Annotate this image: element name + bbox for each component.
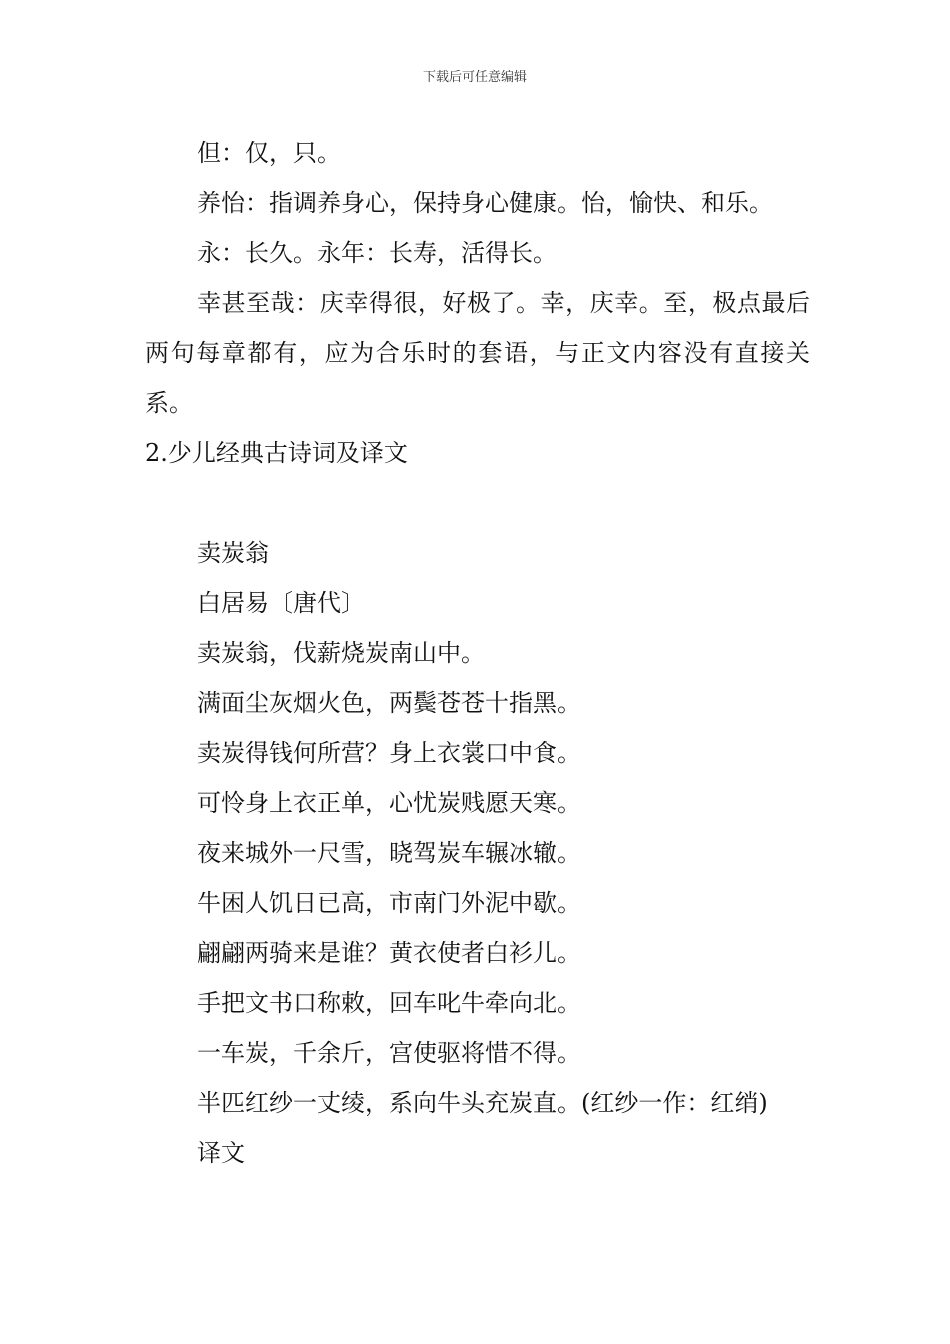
- annotation-paragraph: 幸甚至哉：庆幸得很，好极了。幸，庆幸。至，极点最后两句每章都有，应为合乐时的套语，与正文内容没有直接关系。: [145, 289, 810, 417]
- poem-line: 手把文书口称敕，回车叱牛牵向北。: [197, 989, 581, 1017]
- translation-heading: 译文: [197, 1139, 245, 1167]
- poem-line: 满面尘灰烟火色，两鬓苍苍十指黑。: [197, 689, 581, 717]
- page-header: 下载后可任意编辑: [422, 70, 527, 85]
- poem-line: 一车炭，千余斤，宫使驱将惜不得。: [197, 1039, 581, 1067]
- document-body: [145, 128, 810, 1178]
- blank-line: [145, 478, 810, 528]
- annotation-paragraph: 永：长久。永年：长寿，活得长。: [197, 239, 557, 267]
- poem-line: 翩翩两骑来是谁？黄衣使者白衫儿。: [197, 939, 581, 967]
- poem-line: 半匹红纱一丈绫，系向牛头充炭直。(红纱一作：红绡): [197, 1089, 768, 1117]
- poem-title: 卖炭翁: [197, 539, 269, 567]
- poem-line: 可怜身上衣正单，心忧炭贱愿天寒。: [197, 789, 581, 817]
- poem-line: 卖炭得钱何所营？身上衣裳口中食。: [197, 739, 581, 767]
- section-heading: 2.少儿经典古诗词及译文: [145, 439, 408, 467]
- annotation-paragraph: 养怡：指调养身心，保持身心健康。怡，愉快、和乐。: [197, 189, 773, 217]
- poem-line: 夜来城外一尺雪，晓驾炭车辗冰辙。: [197, 839, 581, 867]
- poem-line: 牛困人饥日已高，市南门外泥中歇。: [197, 889, 581, 917]
- poem-line: 卖炭翁，伐薪烧炭南山中。: [197, 639, 485, 667]
- poem-author: 白居易〔唐代〕: [197, 589, 365, 617]
- annotation-paragraph: 但：仅，只。: [197, 139, 341, 167]
